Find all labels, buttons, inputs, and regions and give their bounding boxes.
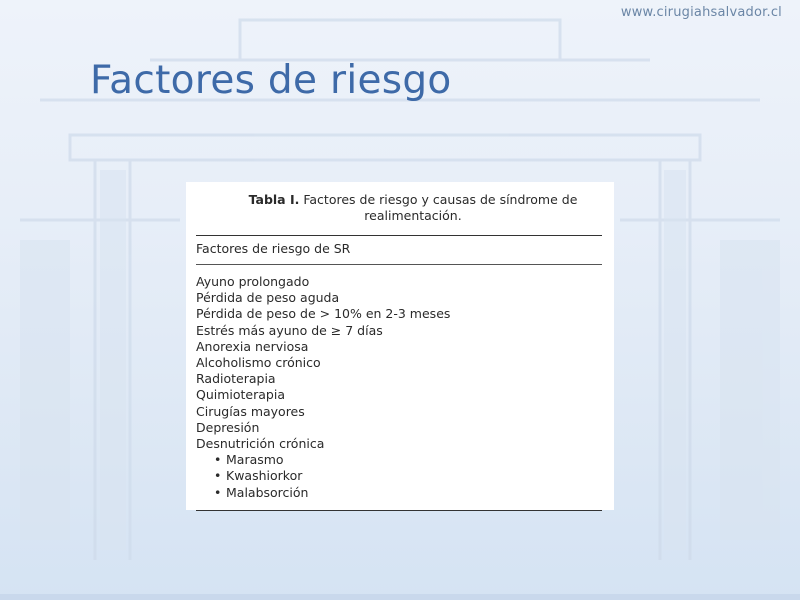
table-caption-text: Factores de riesgo y causas de síndrome de realimentación. [303, 192, 578, 223]
list-item: Quimioterapia [196, 387, 285, 403]
list-item-label: Desnutrición crónica [196, 436, 325, 452]
list-item: Depresión [196, 419, 260, 435]
table-bottom-rule [196, 510, 602, 511]
list-item: Pérdida de peso de > 10% en 2-3 meses [196, 306, 451, 322]
list-item: Estrés más ayuno de ≥ 7 días [196, 322, 383, 338]
list-item: Ayuno prolongado [196, 274, 310, 289]
sublist-item: • Marasmo [214, 452, 602, 468]
table-caption-label: Tabla I. [248, 192, 300, 207]
site-url: www.cirugiahsalvador.cl [620, 5, 782, 20]
sublist-item: • Malabsorción [214, 485, 602, 501]
table-column-header: Factores de riesgo de SR [196, 241, 351, 256]
sublist-item: • Kwashiorkor [214, 468, 602, 484]
risk-factor-list [196, 265, 602, 510]
slide-title: Factores de riesgo [90, 58, 452, 103]
risk-factors-table [186, 182, 614, 510]
table-caption [196, 192, 602, 224]
malnutrition-sublist [196, 452, 602, 501]
slide-bottom-band [0, 594, 800, 600]
list-item [196, 436, 602, 501]
list-item: Radioterapia [196, 371, 276, 387]
list-item: Anorexia nerviosa [196, 338, 309, 354]
list-item: Cirugías mayores [196, 403, 305, 419]
list-item: Alcoholismo crónico [196, 355, 321, 371]
list-item: Pérdida de peso aguda [196, 290, 340, 306]
